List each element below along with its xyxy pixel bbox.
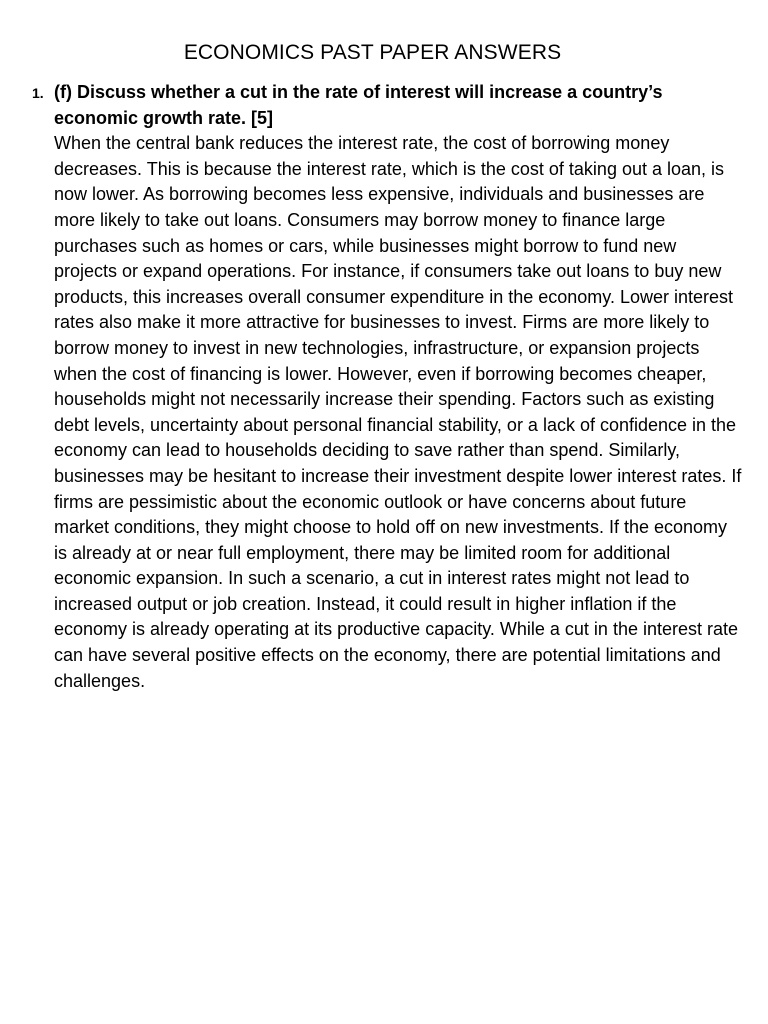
document-title: ECONOMICS PAST PAPER ANSWERS bbox=[183, 41, 562, 64]
question-number: 1. bbox=[32, 85, 44, 101]
question-body bbox=[54, 80, 744, 694]
answer-paragraph: When the central bank reduces the interest rate, the cost of borrowing money decreases. This is because the interest rate, which is the cost of taking out a loan, is now lower. As borrowing becomes less expensive, individuals and businesses are more likely to take out loans. Consumers may borrow money to finance large purchases such as homes or cars, while businesses might borrow to fund new projects or expand operations. For instance, if consumers take out loans to buy new products, this increases overall consumer expenditure in the economy. Lower interest rates also make it more attractive for businesses to invest. Firms are more likely to borrow money to invest in new technologies, infrastructure, or expansion projects when the cost of financing is lower. However, even if borrowing becomes cheaper, households might not necessarily increase their spending. Factors such as existing debt levels, uncertainty about personal financial stability, or a lack of confidence in the economy can lead to households deciding to save rather than spend. Similarly, businesses may be hesitant to increase their investment despite lower interest rates. If firms are pessimistic about the economic outlook or have concerns about future market conditions, they might choose to hold off on new investments. If the economy is already at or near full employment, there may be limited room for additional economic expansion. In such a scenario, a cut in interest rates might not lead to increased output or job creation. Instead, it could result in higher inflation if the economy is already operating at its productive capacity. While a cut in the interest rate can have several positive effects on the economy, there are potential limitations and challenges. bbox=[54, 133, 742, 691]
question-heading: (f) Discuss whether a cut in the rate of interest will increase a country’s economic growth rate. [5] bbox=[54, 82, 663, 128]
